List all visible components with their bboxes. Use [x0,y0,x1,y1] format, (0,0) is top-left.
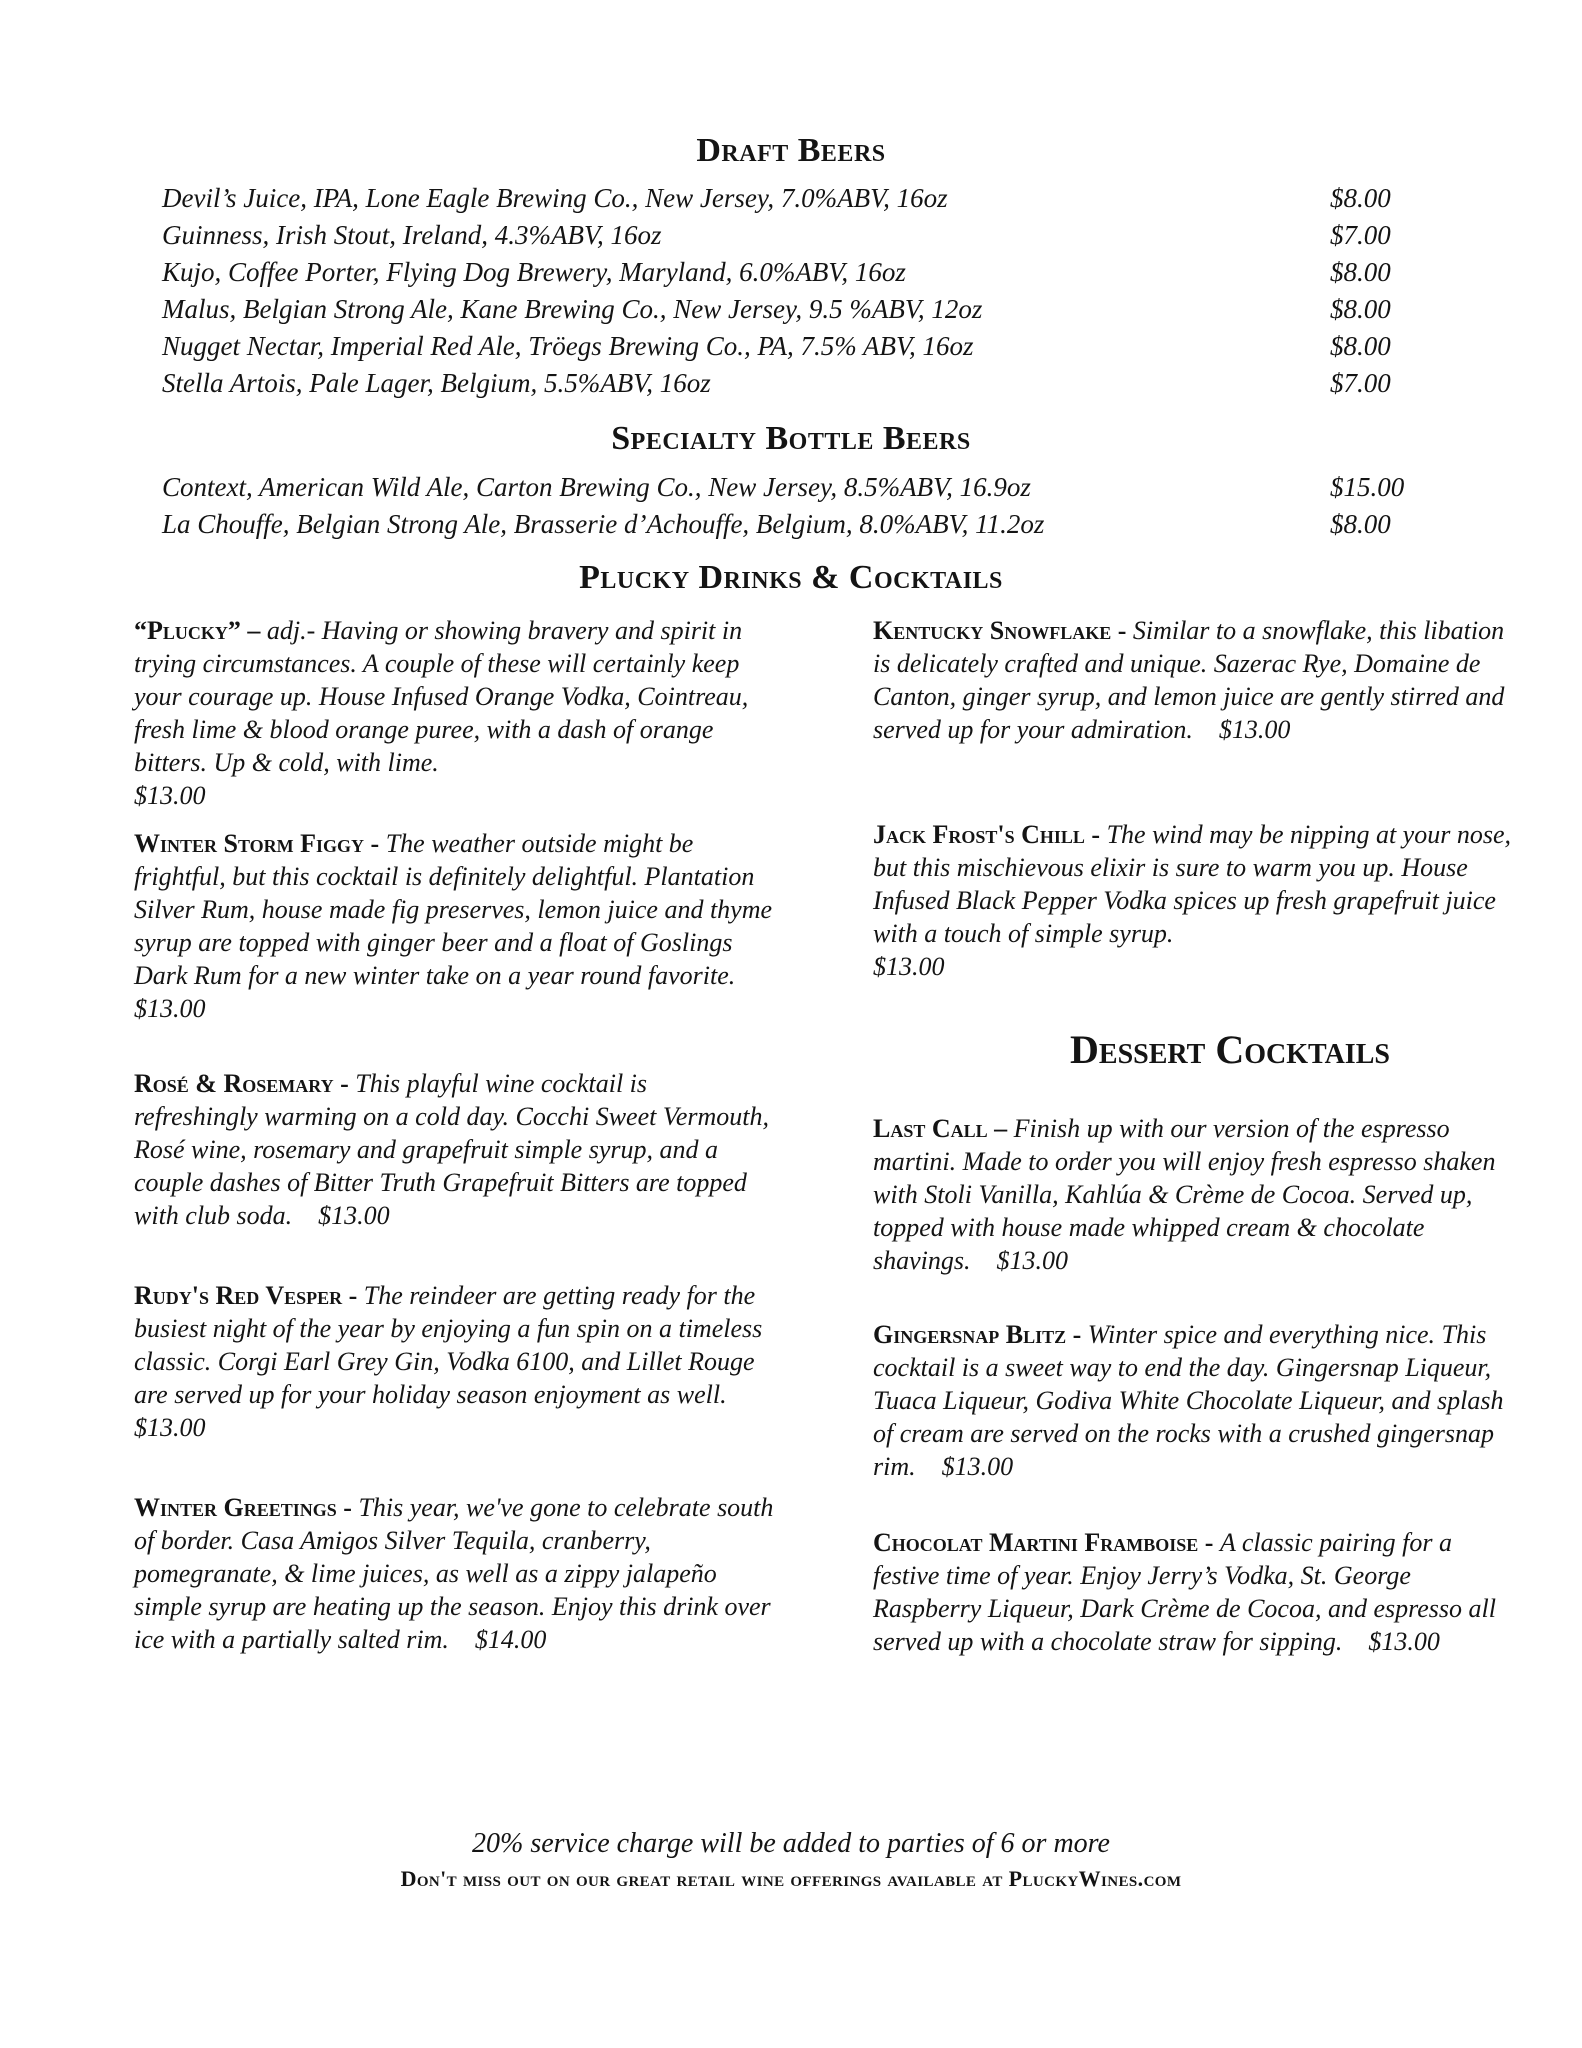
cocktail-entry [873,818,1513,983]
cocktail-name: Kentucky Snowflake - [873,616,1127,645]
beer-name: Nugget Nectar, Imperial Red Ale, Tröegs Brewing Co., PA, 7.5% ABV, 16oz [162,331,974,361]
cocktail-entry [873,1318,1513,1526]
cocktail-entry [134,827,774,1067]
cocktail-entry [134,614,774,827]
cocktail-description: The reindeer are getting ready for the busiest night of the year by enjoying a fun spin on a timeless classic. Corgi Earl Grey Gin, Vodka 6100, and Lillet Rouge are served up for your holiday season enjoyment as well. [134,1281,763,1409]
beer-price: $8.00 [1330,331,1391,361]
cocktail-price: $13.00 [134,781,206,810]
cocktail-name: Chocolat Martini Framboise - [873,1528,1214,1557]
cocktail-description: A classic pairing for a festive time of year. Enjoy Jerry’s Vodka, St. George Raspberry Liqueur, Dark Crème de Cocoa, and espresso all served up with a chocolate straw for sipping. [873,1528,1496,1656]
cocktail-price: $13.00 [996,1246,1068,1275]
cocktail-price: $13.00 [134,1413,206,1442]
beer-name: Stella Artois, Pale Lager, Belgium, 5.5%ABV, 16oz [162,368,711,398]
cocktail-entry [873,1526,1513,1658]
plucky-cocktails-heading: Plucky Drinks & Cocktails [579,559,1003,596]
beer-name: Devil’s Juice, IPA, Lone Eagle Brewing Co., New Jersey, 7.0%ABV, 16oz [162,183,948,213]
beer-row [162,365,1422,402]
beer-row [162,217,1422,254]
cocktail-description: The wind may be nipping at your nose, but this mischievous elixir is sure to warm you up. House Infused Black Pepper Vodka spices up fresh grapefruit juice with a touch of simple syrup. [873,820,1512,948]
beer-price: $7.00 [1330,368,1391,398]
draft-beers-list [162,180,1422,402]
draft-beers-heading: Draft Beers [696,132,886,169]
cocktail-description: Winter spice and everything nice. This cocktail is a sweet way to end the day. Gingersnap Liqueur, Tuaca Liqueur, Godiva White Chocolate Liqueur, and splash of cream are served on the rocks with a crushed gingersnap rim. [873,1320,1504,1481]
beer-row [162,254,1422,291]
beer-row [162,328,1422,365]
cocktail-description: Finish up with our version of the espresso martini. Made to order you will enjoy fresh espresso shaken with Stoli Vanilla, Kahlúa & Crème de Cocoa. Served up, topped with house made whipped cream & chocolate shavings. [873,1114,1496,1275]
cocktail-price: $14.00 [474,1625,547,1654]
cocktail-name: Rosé & Rosemary - [134,1069,349,1098]
beer-name: Kujo, Coffee Porter, Flying Dog Brewery, Maryland, 6.0%ABV, 16oz [162,257,906,287]
cocktail-price: $13.00 [873,952,945,981]
cocktail-description: adj.- Having or showing bravery and spirit in trying circumstances. A couple of these will certainly keep your courage up. House Infused Orange Vodka, Cointreau, fresh lime & blood orange puree, with a dash of orange bitters. Up & cold, with lime. [134,616,749,777]
beer-price: $8.00 [1330,183,1391,213]
beer-name: Context, American Wild Ale, Carton Brewing Co., New Jersey, 8.5%ABV, 16.9oz [162,472,1031,502]
cocktail-description: This playful wine cocktail is refreshingly warming on a cold day. Cocchi Sweet Vermouth, Rosé wine, rosemary and grapefruit simple syrup, and a couple dashes of Bitter Truth Grapefruit Bitters are topped with club soda. [134,1069,769,1230]
cocktail-price: $13.00 [1368,1627,1440,1656]
cocktail-description: This year, we've gone to celebrate south of border. Casa Amigos Silver Tequila, cranberry, pomegranate, & lime juices, as well as a zippy jalapeño simple syrup are heating up the season. Enjoy this drink over ice with a partially salted rim. [134,1493,774,1654]
cocktail-name: “Plucky” – [134,616,261,645]
cocktail-entry [134,1279,774,1491]
bottle-beers-list [162,469,1422,543]
cocktail-entry [134,1491,774,1656]
beer-row [162,180,1422,217]
beer-price: $15.00 [1330,472,1405,502]
cocktail-description: The weather outside might be frightful, but this cocktail is definitely delightful. Plantation Silver Rum, house made fig preserves, lemon juice and thyme syrup are topped with ginger beer and a float of Goslings Dark Rum for a new winter take on a year round favorite. [134,829,773,990]
bottle-beers-heading: Specialty Bottle Beers [611,420,971,457]
cocktail-name: Rudy's Red Vesper - [134,1281,358,1310]
cocktail-price: $13.00 [134,994,206,1023]
beer-price: $7.00 [1330,220,1391,250]
cocktail-description: Similar to a snowflake, this libation is delicately crafted and unique. Sazerac Rye, Domaine de Canton, ginger syrup, and lemon juice are gently stirred and served up for your admiration. [873,616,1505,744]
beer-name: Malus, Belgian Strong Ale, Kane Brewing Co., New Jersey, 9.5 %ABV, 12oz [162,294,983,324]
beer-row [162,291,1422,328]
cocktail-entry [134,1067,774,1279]
cocktail-name: Winter Storm Figgy - [134,829,380,858]
cocktail-price: $13.00 [941,1452,1014,1481]
cocktail-name: Gingersnap Blitz - [873,1320,1082,1349]
beer-price: $8.00 [1330,294,1391,324]
cocktail-price: $13.00 [318,1201,390,1230]
beer-name: Guinness, Irish Stout, Ireland, 4.3%ABV, 16oz [162,220,662,250]
cocktail-entry [873,1112,1513,1318]
plucky-cocktails-right-column [873,614,1513,983]
beer-row [162,469,1422,506]
beer-row [162,506,1422,543]
beer-price: $8.00 [1330,257,1391,287]
dessert-cocktails-column [873,1112,1513,1658]
beer-name: La Chouffe, Belgian Strong Ale, Brasserie d’Achouffe, Belgium, 8.0%ABV, 11.2oz [162,509,1045,539]
cocktail-price: $13.00 [1218,715,1291,744]
retail-wine-note: Don't miss out on our great retail wine offerings available at PluckyWines.com [400,1866,1182,1891]
service-charge-note: 20% service charge will be added to parties of 6 or more [472,1828,1110,1859]
cocktail-name: Last Call – [873,1114,1008,1143]
cocktail-name: Winter Greetings - [134,1493,352,1522]
beer-price: $8.00 [1330,509,1391,539]
plucky-cocktails-left-column [134,614,774,1656]
cocktail-name: Jack Frost's Chill - [873,820,1101,849]
dessert-cocktails-heading: Dessert Cocktails [1070,1027,1390,1072]
cocktail-entry [873,614,1513,818]
